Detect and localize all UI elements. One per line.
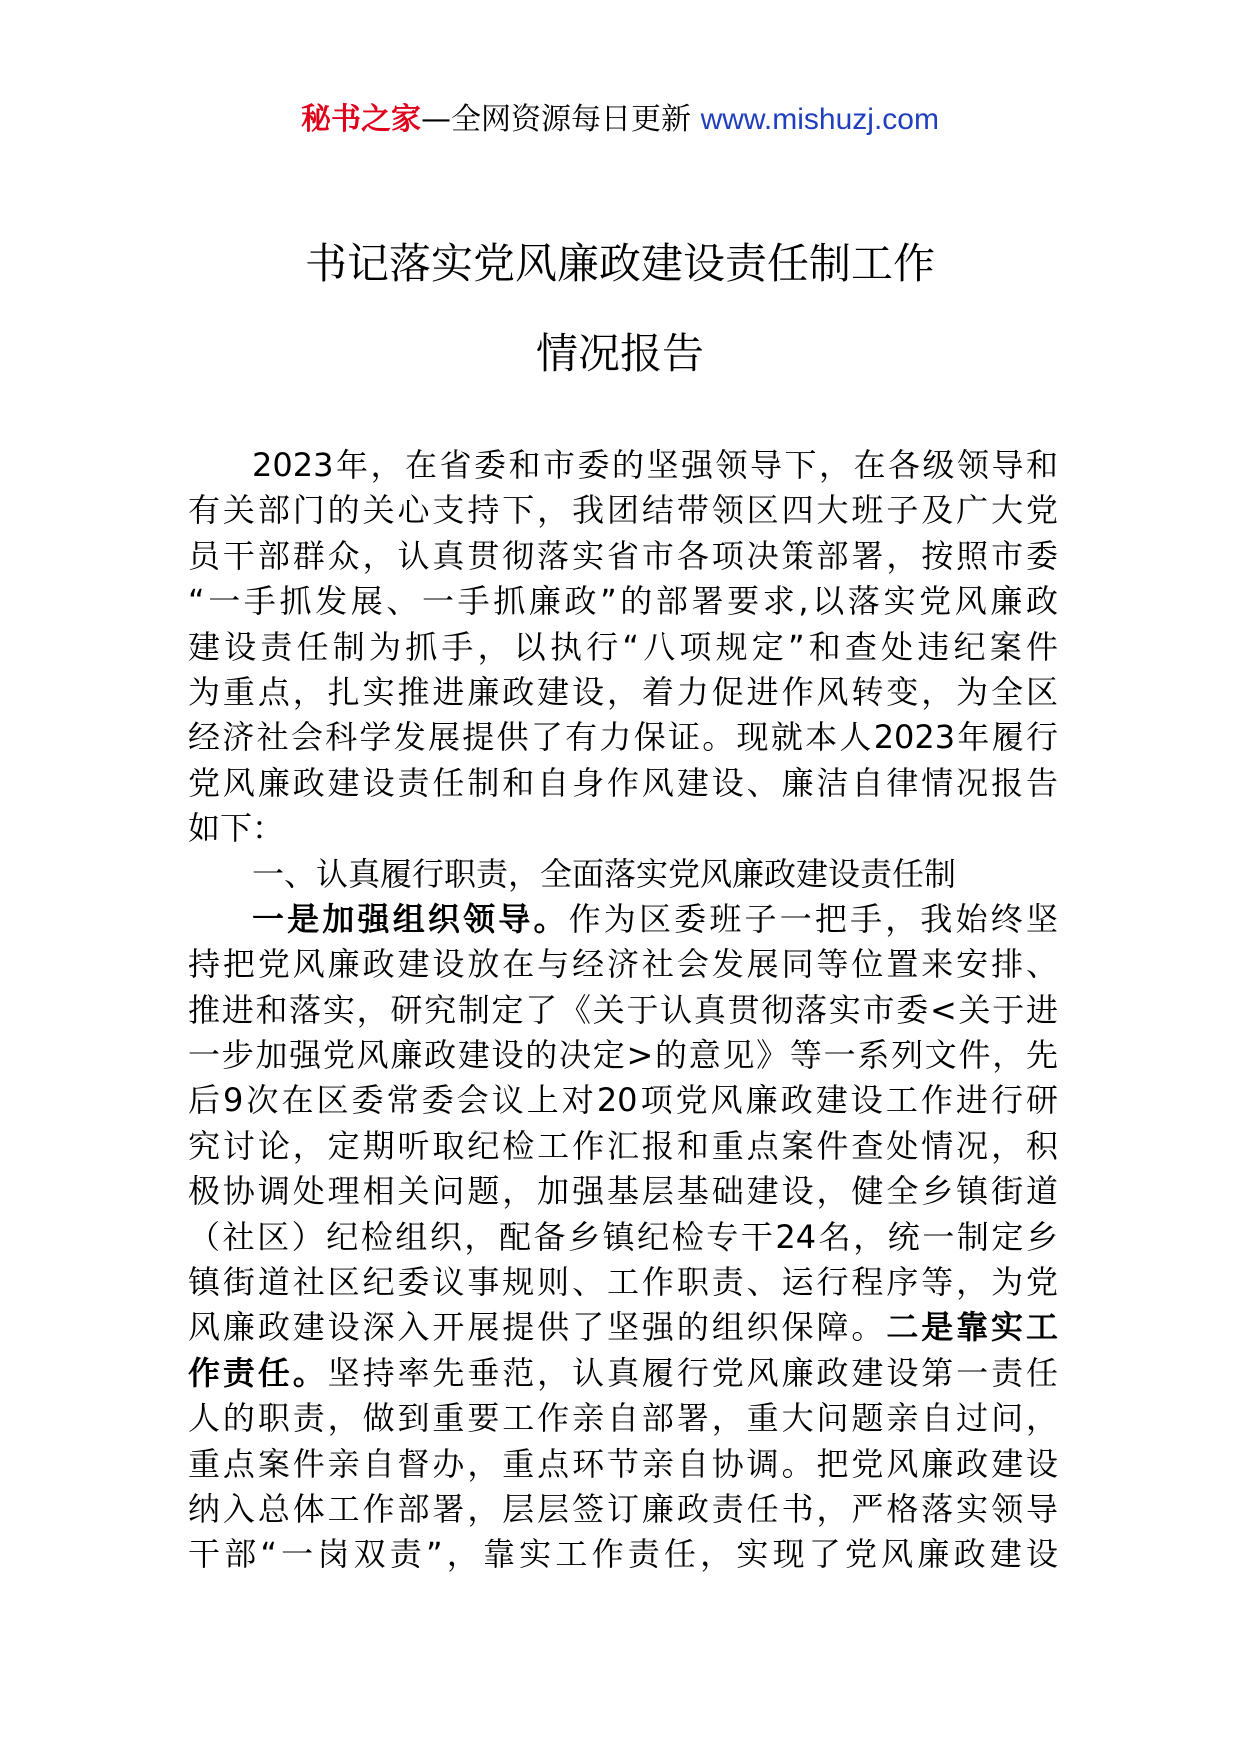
paragraph-line: 镇街道社区纪委议事规则、工作职责、运行程序等，为党 [188,1263,1058,1302]
document-body [188,443,1058,1578]
bold-lead-1: 一是加强组织领导。 [252,899,569,938]
document-title-line-2: 情况报告 [535,329,704,378]
paragraph-line: 极协调处理相关问题，加强基层基础建设，健全乡镇街道 [188,1172,1058,1211]
paragraph-line: 建设责任制为抓手，以执行“八项规定”和查处违纪案件 [188,627,1058,666]
paragraph-line [188,1351,1058,1396]
header-tagline: —全网资源每日更新 [421,102,692,137]
section-heading: 一、认真履行职责，全面落实党风廉政建设责任制 [252,854,957,893]
paragraph-line: 究讨论，定期听取纪检工作汇报和重点案件查处情况，积 [188,1126,1058,1165]
paragraph-line: 2023年，在省委和市委的坚强领导下，在各级领导和 [252,446,1058,484]
paragraph-line: 后9次在区委常委会议上对20项党风廉政建设工作进行研 [188,1081,1058,1120]
paragraph-line: 党风廉政建设责任制和自身作风建设、廉洁自律情况报告 [188,763,1058,802]
paragraph-line: 干部“一岗双责”，靠实工作责任，实现了党风廉政建设 [188,1535,1058,1574]
paragraph-line: 一步加强党风廉政建设的决定>的意见》等一系列文件，先 [188,1036,1058,1075]
brand-name: 秘书之家 [301,102,422,137]
paragraph-line [188,897,1058,942]
bold-lead-2: 二是靠实工 [886,1308,1058,1347]
paragraph-line: 如下： [188,809,285,848]
paragraph-line: 有关部门的关心支持下，我团结带领区四大班子及广大党 [188,491,1058,530]
document-title-line-1: 书记落实党风廉政建设责任制工作 [304,239,935,288]
paragraph-line: 经济社会科学发展提供了有力保证。现就本人2023年履行 [188,718,1058,757]
bold-lead-2-cont: 作责任。 [188,1353,328,1392]
paragraph-line: 重点案件亲自督办，重点环节亲自协调。把党风廉政建设 [188,1444,1058,1483]
paragraph-line: 为重点，扎实推进廉政建设，着力促进作风转变，为全区 [188,672,1058,711]
line-text: 坚持率先垂范，认真履行党风廉政建设第一责任 [327,1353,1058,1392]
paragraph-line: 人的职责，做到重要工作亲自部署，重大问题亲自过问， [188,1399,1058,1438]
site-url[interactable]: www.mishuzj.com [700,103,939,136]
paragraph-line: “一手抓发展、一手抓廉政”的部署要求,以落实党风廉政 [188,582,1058,621]
paragraph-line: 员干部群众，认真贯彻落实省市各项决策部署，按照市委 [188,536,1058,575]
paragraph-line: 持把党风廉政建设放在与经济社会发展同等位置来安排、 [188,945,1058,984]
line-text: 风廉政建设深入开展提供了坚强的组织保障。 [188,1308,887,1347]
paragraph-line: 纳入总体工作部署，层层签订廉政责任书，严格落实领导 [188,1489,1058,1528]
site-header [0,100,1240,140]
paragraph-line [188,1305,1058,1350]
line-text: 作为区委班子一把手，我始终坚 [568,899,1058,938]
paragraph-line: （社区）纪检组织，配备乡镇纪检专干24名，统一制定乡 [188,1217,1058,1256]
paragraph-line: 推进和落实，研究制定了《关于认真贯彻落实市委<关于进 [188,990,1058,1029]
